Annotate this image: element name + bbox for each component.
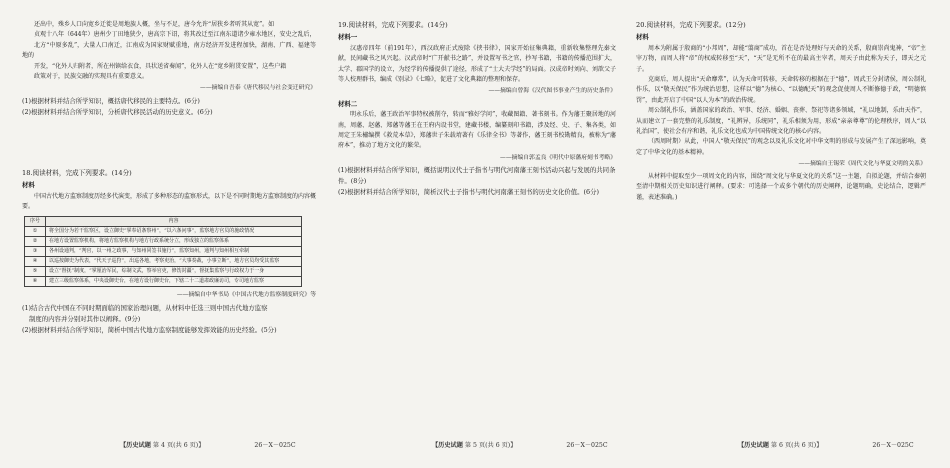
footer-page-number: 第 6 页(共 6 页)】 [770, 442, 823, 449]
table-cell-number: ⑥ [25, 277, 46, 287]
q17-material-lines [22, 20, 316, 82]
footer-exam-code: 26－X－025C [872, 442, 914, 449]
answer-gap [22, 118, 316, 168]
footer-subject: 【历史试题 [432, 442, 463, 449]
footer-subject: 【历史试题 [738, 442, 769, 449]
table-row [25, 237, 302, 247]
q18-source: ——摘编自中华书局《中国古代地方监察制度研究》等 [176, 292, 316, 299]
page-6-footer [738, 440, 914, 449]
table-cell-number: ④ [25, 257, 46, 267]
q20-title: 20.阅读材料，完成下列要求。(12分) [636, 21, 746, 29]
q19-material-1-label: 材料一 [338, 33, 358, 42]
page-5-column [338, 20, 616, 198]
table-header-row [25, 217, 302, 227]
table-cell-number: ① [25, 227, 46, 237]
q19-material-1-text: 汉惠帝四年（前191年），西汉政府正式废除《挟书律》，国家开始征集典籍，重新收集整理先秦文献，民间藏书之风兴起。汉武帝时“广开献书之路”，并设置写书之官，抄写书籍，书籍的传播范围扩大，太学、郡国学的设立，为经学的传播提供了途径，形成了“士大夫学经”的局面。汉成帝时刘向、刘歆父子等人校理群书，编成《别录》《七略》，促进了文化典籍的整理和保存。 [338, 44, 616, 84]
q18-material-text: 中国古代地方监察制度历经多代演变，形成了多种形态的监察形式，以下是不同时期地方监察制度的内容概要。 [22, 192, 317, 211]
table-row [25, 277, 302, 287]
q20-task: 从材料中提取至少一项周文化的内容，围绕“周文化与华夏文化的关系”这一主题，自拟论题，并结合秦朝至清中期相关历史知识进行阐释。(要求：可选择一个或多个朝代的历史阐释，论题明确，史论结合，逻辑严谨，表述准确。) [636, 172, 926, 201]
q17-line: 北方“中原多乱”，大量人口南迁，江南成为国家财赋重地，南方经济开发进程加快，湖南、广西、福建等地的 [22, 41, 316, 60]
table-cell-content: 以巡按御史为代表，“代天子巡狩”，出巡各地，考察吏治，“大事奏裁，小事立断”，地方官员均受其监察 [46, 257, 302, 267]
q17-line: 贞观十八年（644年）唐州少丁田地狭少，唐高宗下诏，将其改迁至江南东道诸少雍水地区，安史之乱后， [34, 31, 316, 39]
table-row [25, 267, 302, 277]
q19-material-1-source: ——摘编自曾海《汉代图书事业产生的历史条件》 [488, 88, 616, 95]
footer-exam-code: 26－X－025C [254, 442, 296, 449]
table-cell-content: 在地方设置监察机构，将地方监察机构与地方行政系统分立，形成独立的监察体系 [46, 237, 302, 247]
table-cell-number: ③ [25, 247, 46, 257]
table-cell-content: 将全国分为若干监察区，设立御史“掌奉诏条察州”，“以六条问事”，监察地方官员的施政情况 [46, 227, 302, 237]
table-row [25, 257, 302, 267]
footer-exam-code: 26－X－025C [566, 442, 608, 449]
q20-paragraph: （西周时期）从此，中国人“敬天保民”的观念以及礼乐文化对中华文明的形成与发展产生了深远影响，奠定了中华文化的基本精神。 [636, 138, 926, 156]
q20-paragraph: 周本为附属于殷商的“小邦周”，却能“翦商”成功，首在是否处理好与天命的关系，殷商崇尚鬼神，“帝”主宰万物，而周人将“帝”的权威转移至“天”，“天”是无所不在的最高主宰者，周天子由此称为天子，即天之元子。 [636, 44, 926, 73]
supervision-table [24, 216, 302, 287]
q19-material-2-text: 明永乐后，藩王政治军事特权被削夺，转而“雅好学问”，收藏图籍、著书刻书。作为藩王聚居地的河南，周藩、赵藩、郑藩等藩王在王府内设书堂，建藏书楼，编纂刻印书籍，涉及经、史、子、集各类，如周定王朱橚编撰《救荒本草》，郑藩世子朱载堉著有《乐律全书》等著作，藩王刻书校勘精良，被称为“藩府本”，推动了地方文化的繁荣。 [338, 111, 616, 150]
table-cell-content: 设立“督抚”制度，“掌厘治军民，综制文武，察举官吏，修饬封疆”，督抚集监察与行政权力于一身 [46, 267, 302, 277]
table-cell-number: ② [25, 237, 46, 247]
q19-task-2: (2)根据材料并结合所学知识，简析汉代士子指书与明代河南藩王刻书的历史文化价值。(6分) [338, 188, 599, 197]
q20-material-label: 材料 [636, 33, 649, 42]
q17-line: 开发，“化外人归附者，所在州镇给衣食，具状送省奏闻”，化外人在“宽乡附贯安置”，这些户籍 [34, 62, 287, 70]
page-4-column [22, 20, 316, 336]
q19-title: 19.阅读材料，完成下列要求。(14分) [338, 21, 448, 29]
footer-subject: 【历史试题 [120, 442, 151, 449]
q17-source: ——摘编自吾泰《唐代移民与社会变迁研究》 [200, 85, 316, 92]
page-4-footer [120, 440, 296, 449]
q20-paragraph: 克商后，周人提出“天命靡常”，认为天命可转移，天命转移的根据在于“德”，周武王分封诸侯，周公制礼作乐，以“敬天保民”作为统治思想，这样以“德”为核心、“以德配天”的观念促使周人不断修德于政，“明德慎罚”，由此开启了中国“以人为本”的政治传统。 [636, 76, 926, 104]
q17-line: 还出中，殊乡人口向宽乡迁徙是周地族人概，坐与不足，唐今允许“居狭乡者听其从宽”。如 [34, 21, 275, 28]
q20-source: ——摘编自王锡荣《周代文化与华夏文明的关系》 [798, 161, 926, 168]
q18-task-1b: 制度的内容并分别对其作以阐释。(9分) [29, 314, 141, 323]
table-header-content: 内容 [46, 217, 302, 227]
q17-task-2: (2)根据材料并结合所学知识，分析唐代移民活动的历史意义。(6分) [22, 107, 213, 116]
q17-line: 政策对于，民族交融的实现具有重要意义。 [34, 73, 149, 81]
q19-task-1: (1)根据材料并结合所学知识，概括说明汉代士子指书与明代河南藩王刻书活动兴起与发展的共同条件。(8分) [338, 166, 616, 186]
footer-page-number: 第 5 页(共 6 页)】 [464, 442, 517, 449]
page-5-footer [432, 440, 608, 449]
footer-page-number: 第 4 页(共 6 页)】 [152, 442, 205, 449]
q18-title: 18.阅读材料，完成下列要求。(14分) [22, 168, 132, 177]
q18-material-label: 材料 [22, 181, 35, 190]
q18-task-1a: (1)结合古代中国在不同时期面临的国家治理问题，从材料中任选三则中国古代地方监察 [22, 303, 268, 312]
table-row [25, 227, 302, 237]
table-cell-number: ⑤ [25, 267, 46, 277]
table-cell-content: 建立三级监察体系，中央设御史台，在地方设行御史台，下辖二十二道肃政廉访司，专司地方监察 [46, 277, 302, 287]
q18-task-2: (2)根据材料并结合所学知识，简析中国古代地方监察制度能够发挥效能的历史经验。(5分) [22, 325, 277, 334]
table-row [25, 247, 302, 257]
q17-task-1: (1)根据材料并结合所学知识，概括唐代移民的主要特点。(6分) [22, 96, 200, 105]
q19-material-2-source: ——摘编自郭孟良《明代中原藩府刻书考略》 [500, 154, 616, 161]
table-header-number: 序号 [25, 217, 46, 227]
q20-paragraph: 周公制礼作乐，涵盖国家的政治、军事、经济、婚姻、丧葬、祭祀等诸多领域，“礼以地制，乐由天作”，从而建立了一套完整的礼乐制度，“礼辨异，乐统同”，礼乐相须为用，形成“亲亲尊尊”的伦理秩序，周人“以礼治国”，使社会有序和谐，礼乐文化也成为中国传统文化的核心内容。 [636, 107, 926, 136]
page-6-column [636, 20, 926, 203]
q19-material-2-label: 材料二 [338, 99, 358, 108]
table-cell-content: 各州设通判，“判官，以一州之政事，与知州同签书施行”，监察知州，通判与知州相互牵制 [46, 247, 302, 257]
